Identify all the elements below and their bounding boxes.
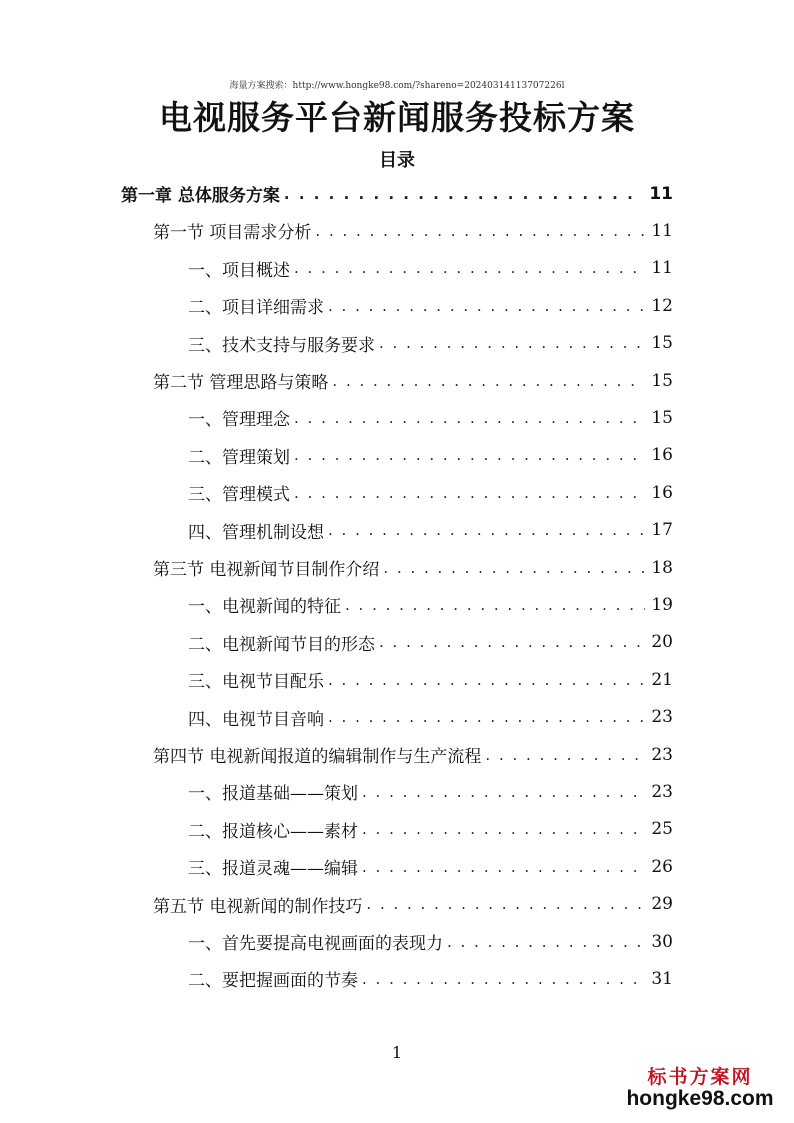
toc-entry-label: 一、首先要提高电视画面的表现力 <box>188 934 443 954</box>
toc-entry-page: 11 <box>649 183 673 204</box>
toc-entry-page: 15 <box>651 407 673 428</box>
toc-entry-label: 一、项目概述 <box>188 260 290 281</box>
toc-entry-page: 15 <box>651 370 673 391</box>
toc-dot-leader <box>345 596 645 614</box>
toc-entry-page: 21 <box>651 669 673 690</box>
toc-entry-label: 四、管理机制设想 <box>188 522 324 543</box>
toc-entry-page: 19 <box>651 594 673 615</box>
toc-dot-leader <box>362 858 645 876</box>
toc-entry[interactable] <box>188 512 673 549</box>
toc-entry[interactable] <box>188 474 673 511</box>
toc-entry[interactable] <box>121 175 673 212</box>
search-note: 海量方案搜索：http://www.hongke98.com/?shareno=20240314113707226l <box>229 81 565 91</box>
toc-entry-label: 三、技术支持与服务要求 <box>188 335 375 356</box>
toc-entry[interactable] <box>153 886 673 923</box>
watermark-logo <box>620 1062 780 1111</box>
toc-entry-label: 第二节 管理思路与策略 <box>153 373 329 393</box>
toc-entry-page: 23 <box>651 744 673 765</box>
toc-entry-page: 17 <box>651 520 673 541</box>
watermark-domain: hongke98.com <box>626 1087 774 1110</box>
toc-entry[interactable] <box>188 624 673 661</box>
toc-dot-leader <box>362 970 645 988</box>
toc-dot-leader <box>328 297 645 315</box>
toc-dot-leader <box>294 259 645 277</box>
toc-dot-leader <box>294 484 645 502</box>
toc-entry-page: 15 <box>651 333 673 354</box>
toc-dot-leader <box>447 933 645 951</box>
watermark-title: 标书方案网 <box>647 1066 753 1088</box>
toc-entry-label: 二、管理策划 <box>188 447 290 468</box>
toc-dot-leader <box>315 222 645 240</box>
toc-entry[interactable] <box>153 549 673 586</box>
toc-entry-page: 23 <box>651 781 673 802</box>
toc-entry-label: 一、管理理念 <box>188 410 290 431</box>
toc-entry-page: 25 <box>651 819 673 840</box>
toc-entry-page: 29 <box>651 894 673 915</box>
toc-entry[interactable] <box>153 736 673 773</box>
toc-dot-leader <box>284 185 643 203</box>
toc-entry-label: 第一节 项目需求分析 <box>153 223 312 244</box>
toc-entry-page: 11 <box>651 220 673 241</box>
toc-entry-page: 16 <box>651 482 673 503</box>
toc-dot-leader <box>366 895 645 913</box>
toc-entry[interactable] <box>188 811 673 848</box>
toc-entry-page: 23 <box>651 707 673 728</box>
toc-dot-leader <box>294 446 645 464</box>
toc-entry-page: 12 <box>651 295 673 316</box>
toc-entry[interactable] <box>153 212 673 249</box>
document-title: 电视服务平台新闻服务投标方案 <box>159 98 635 137</box>
toc-dot-leader <box>362 820 645 838</box>
toc-entry[interactable] <box>188 437 673 474</box>
toc-entry-label: 三、管理模式 <box>188 485 290 506</box>
page-number: 1 <box>391 1043 403 1062</box>
toc-entry-page: 16 <box>651 445 673 466</box>
toc-entry-page: 26 <box>651 856 673 877</box>
toc-entry-label: 二、要把握画面的节奏 <box>188 971 358 992</box>
toc-entry[interactable] <box>188 923 673 960</box>
toc-dot-leader <box>328 708 645 726</box>
toc-entry[interactable] <box>188 773 673 810</box>
toc-dot-leader <box>362 783 645 801</box>
toc-entry-label: 一、报道基础——策划 <box>188 784 358 805</box>
toc-entry-label: 三、电视节目配乐 <box>188 672 324 693</box>
toc-entry-page: 30 <box>651 931 673 952</box>
toc-entry[interactable] <box>188 325 673 362</box>
toc-entry[interactable] <box>188 399 673 436</box>
toc-entry-label: 二、项目详细需求 <box>188 298 324 319</box>
toc-entry-label: 第一章 总体服务方案 <box>121 186 280 206</box>
toc-dot-leader <box>294 409 645 427</box>
toc-dot-leader <box>328 521 645 539</box>
toc-entry-page: 31 <box>651 968 673 989</box>
toc-entry-label: 二、报道核心——素材 <box>188 821 358 842</box>
toc-entry-label: 二、电视新闻节目的形态 <box>188 634 375 655</box>
toc-entry-label: 四、电视节目音响 <box>188 709 324 730</box>
toc-entry-page: 11 <box>651 258 673 279</box>
toc-entry-page: 20 <box>651 632 673 653</box>
toc-entry[interactable] <box>188 586 673 623</box>
toc-entry-label: 第四节 电视新闻报道的编辑制作与生产流程 <box>153 747 482 767</box>
toc-entry[interactable] <box>188 848 673 885</box>
toc-dot-leader <box>328 671 645 689</box>
toc-entry[interactable] <box>188 250 673 287</box>
toc-entry-label: 第三节 电视新闻节目制作介绍 <box>153 560 380 580</box>
toc-entry[interactable] <box>188 699 673 736</box>
toc-dot-leader <box>379 633 645 651</box>
toc-entry-label: 一、电视新闻的特征 <box>188 597 341 618</box>
toc-heading: 目录 <box>379 150 415 171</box>
toc-entry-page: 18 <box>651 557 673 578</box>
toc-dot-leader <box>485 746 645 764</box>
toc-entry[interactable] <box>153 362 673 399</box>
toc-dot-leader <box>332 372 645 390</box>
toc-entry[interactable] <box>188 661 673 698</box>
toc-entry-label: 三、报道灵魂——编辑 <box>188 859 358 880</box>
toc-dot-leader <box>383 559 645 577</box>
toc-dot-leader <box>379 334 645 352</box>
toc-entry[interactable] <box>188 960 673 997</box>
toc-entry-label: 第五节 电视新闻的制作技巧 <box>153 896 363 917</box>
toc-entry[interactable] <box>188 287 673 324</box>
